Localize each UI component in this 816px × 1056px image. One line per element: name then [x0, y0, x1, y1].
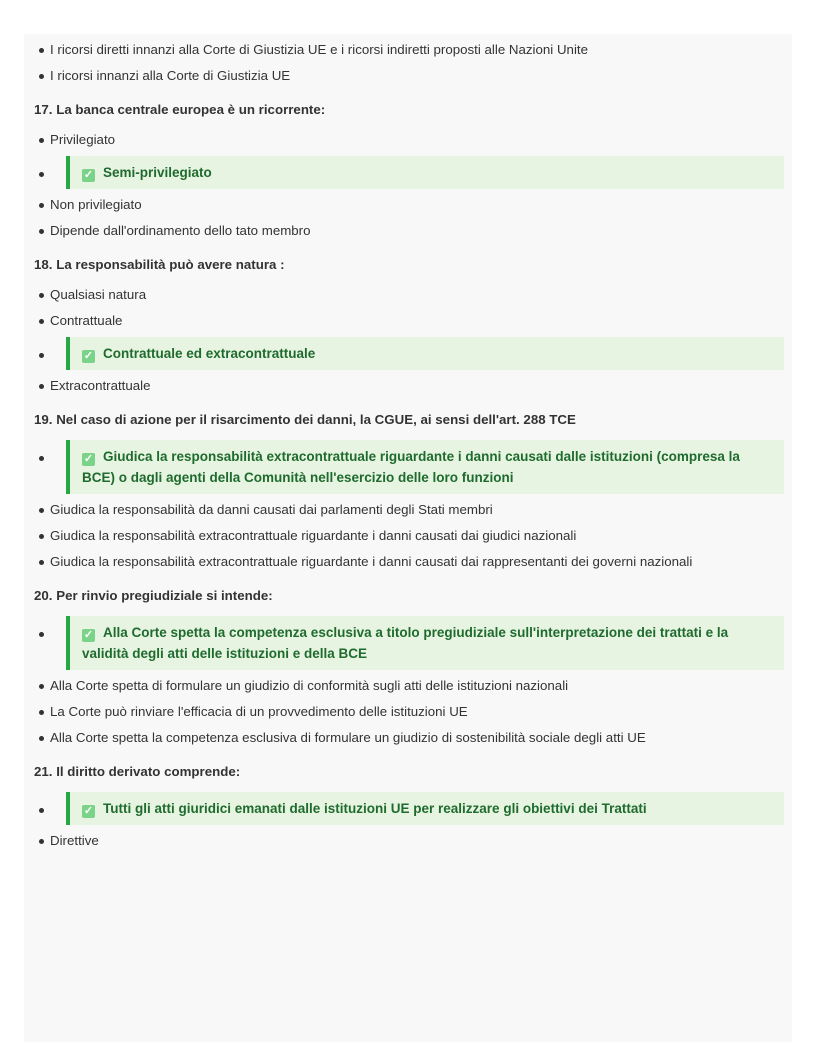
answer-item: [34, 285, 784, 305]
answer-item-correct: [34, 156, 784, 189]
correct-answer-box: [66, 616, 784, 670]
question-18: [34, 255, 784, 275]
check-box-icon: ✓: [83, 629, 94, 641]
answer-item: [34, 130, 784, 150]
check-box-icon: ✓: [83, 350, 94, 362]
question-number: 17.: [34, 102, 53, 117]
answer-text: Giudica la responsabilità extracontrattuale riguardante i danni causati dai giudici nazionali: [50, 528, 577, 543]
question-17: [34, 100, 784, 120]
answer-list-19: [34, 440, 784, 572]
answer-text: Semi-privilegiato: [103, 165, 212, 180]
check-box-icon: ✓: [83, 169, 94, 181]
answer-text: Alla Corte spetta di formulare un giudizio di conformità sugli atti delle istituzioni nazionali: [50, 678, 569, 693]
check-box-icon: ✓: [83, 453, 94, 465]
answer-item-correct: [34, 792, 784, 825]
answer-text: Dipende dall'ordinamento dello tato membro: [50, 223, 311, 238]
answer-item: [34, 702, 784, 722]
answer-item: [34, 376, 784, 396]
answer-text: Alla Corte spetta la competenza esclusiva a titolo pregiudiziale sull'interpretazione dei trattati e la validità degli atti delle istituzioni e della BCE: [82, 625, 729, 661]
question-21: [34, 762, 784, 782]
answer-item-correct: [34, 616, 784, 670]
answer-text: I ricorsi diretti innanzi alla Corte di Giustizia UE e i ricorsi indiretti proposti alle Nazioni Unite: [50, 42, 588, 57]
answer-text: Giudica la responsabilità da danni causati dai parlamenti degli Stati membri: [50, 502, 493, 517]
answer-text: Giudica la responsabilità extracontrattuale riguardante i danni causati dai rappresentanti dei governi nazionali: [50, 554, 693, 569]
answer-text: La Corte può rinviare l'efficacia di un provvedimento delle istituzioni UE: [50, 704, 468, 719]
question-text: Nel caso di azione per il risarcimento dei danni, la CGUE, ai sensi dell'art. 288 TCE: [56, 412, 576, 427]
question-text: Per rinvio pregiudiziale si intende:: [56, 588, 273, 603]
question-text: Il diritto derivato comprende:: [56, 764, 241, 779]
question-19: [34, 410, 784, 430]
correct-answer-box: [66, 440, 784, 494]
correct-answer-box: [66, 792, 784, 825]
answer-text: Tutti gli atti giuridici emanati dalle istituzioni UE per realizzare gli obiettivi dei Trattati: [103, 801, 647, 816]
answer-text: Extracontrattuale: [50, 378, 151, 393]
answer-text: I ricorsi innanzi alla Corte di Giustizia UE: [50, 68, 291, 83]
question-20: [34, 586, 784, 606]
answer-item: [34, 500, 784, 520]
answer-item-correct: [34, 440, 784, 494]
answer-item-correct: [34, 337, 784, 370]
quiz-page: [24, 34, 792, 1042]
answer-text: Alla Corte spetta la competenza esclusiva di formulare un giudizio di sostenibilità sociale degli atti UE: [50, 730, 646, 745]
answer-item: [34, 552, 784, 572]
quiz-content: [24, 34, 792, 851]
answer-text: Qualsiasi natura: [50, 287, 147, 302]
correct-answer-box: [66, 156, 784, 189]
correct-answer-box: [66, 337, 784, 370]
answer-item: [34, 676, 784, 696]
question-number: 21.: [34, 764, 53, 779]
answer-list-21: [34, 792, 784, 851]
question-text: La responsabilità può avere natura :: [56, 257, 285, 272]
answer-list-previous: [34, 40, 784, 86]
answer-text: Direttive: [50, 833, 99, 848]
answer-item: [34, 66, 784, 86]
answer-text: Contrattuale ed extracontrattuale: [103, 346, 316, 361]
answer-list-17: [34, 130, 784, 241]
answer-item: [34, 831, 784, 851]
answer-text: Non privilegiato: [50, 197, 142, 212]
answer-item: [34, 195, 784, 215]
check-box-icon: ✓: [83, 805, 94, 817]
question-number: 20.: [34, 588, 53, 603]
answer-item: [34, 526, 784, 546]
answer-list-20: [34, 616, 784, 748]
answer-item: [34, 40, 784, 60]
question-text: La banca centrale europea è un ricorrente:: [56, 102, 326, 117]
answer-text: Contrattuale: [50, 313, 123, 328]
answer-item: [34, 728, 784, 748]
question-number: 18.: [34, 257, 53, 272]
answer-list-18: [34, 285, 784, 396]
answer-item: [34, 311, 784, 331]
answer-item: [34, 221, 784, 241]
answer-text: Privilegiato: [50, 132, 116, 147]
answer-text: Giudica la responsabilità extracontrattuale riguardante i danni causati dalle istituzioni (compresa la BCE) o dagli agenti della Comunità nell'esercizio delle loro funzioni: [82, 449, 740, 485]
question-number: 19.: [34, 412, 53, 427]
